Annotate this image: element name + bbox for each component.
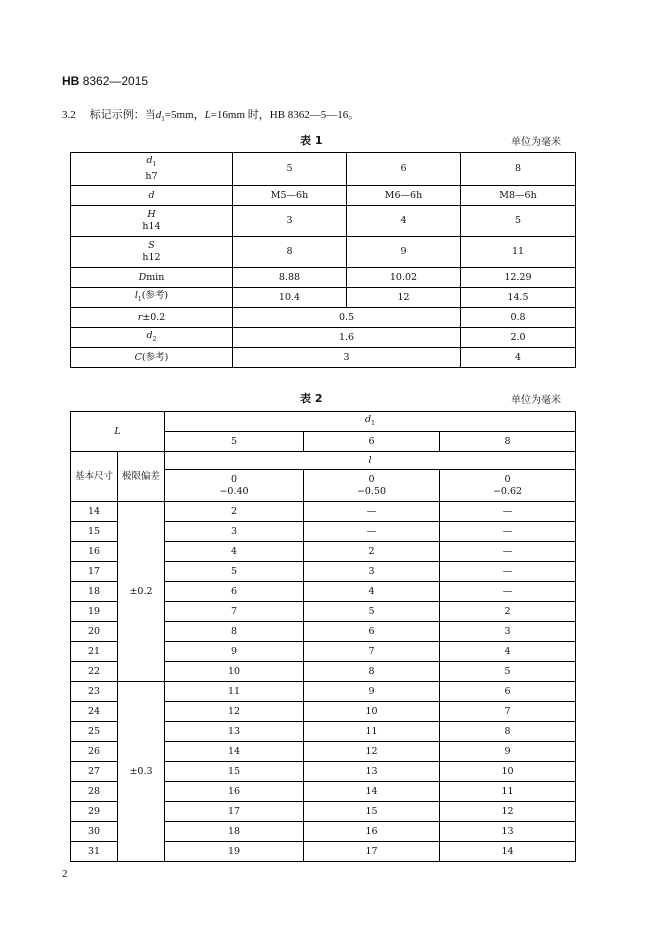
cell: 12 xyxy=(347,288,461,308)
table1-row-C xyxy=(71,348,576,368)
l-value-cell: 11 xyxy=(440,782,576,802)
l-value-cell: — xyxy=(304,502,440,522)
basic-size-cell: 30 xyxy=(71,822,118,842)
l-value-cell: 14 xyxy=(440,842,576,862)
table2-unit: 单位为毫米 xyxy=(511,395,561,406)
table1-row-d xyxy=(71,186,576,206)
merged-cell: 0.5 xyxy=(233,308,461,328)
basic-size-cell: 15 xyxy=(71,522,118,542)
marking-example xyxy=(62,106,359,123)
cell: 12.29 xyxy=(461,268,576,288)
l-value-cell: 8 xyxy=(440,722,576,742)
cell: 8.88 xyxy=(233,268,347,288)
l-header: l xyxy=(165,452,576,470)
table2-title: 表 2 xyxy=(300,392,323,405)
row-label: H h14 xyxy=(71,206,233,237)
l-value-cell: 6 xyxy=(304,622,440,642)
table1-row-l1 xyxy=(71,288,576,308)
table2-header-row-1 xyxy=(71,412,576,432)
table1-row-d2 xyxy=(71,328,576,348)
l-tolerance: 0 −0.40 xyxy=(165,470,304,502)
l-value-cell: — xyxy=(440,502,576,522)
l-value-cell: 18 xyxy=(165,822,304,842)
cell: 14.5 xyxy=(461,288,576,308)
example-text-2: =5mm， xyxy=(164,109,205,121)
l-value-cell: 17 xyxy=(165,802,304,822)
cell: 8 xyxy=(233,237,347,268)
l-value-cell: 7 xyxy=(165,602,304,622)
l-value-cell: 13 xyxy=(304,762,440,782)
cell: 4 xyxy=(347,206,461,237)
cell: 10.4 xyxy=(233,288,347,308)
example-text-3: =16mm 时，HB 8362—5—16。 xyxy=(210,109,360,121)
cell: 10.02 xyxy=(347,268,461,288)
basic-size-cell: 29 xyxy=(71,802,118,822)
row-label: d xyxy=(71,186,233,206)
l-value-cell: 15 xyxy=(165,762,304,782)
table2-header-row-3 xyxy=(71,452,576,470)
basic-size-cell: 26 xyxy=(71,742,118,762)
table1-row-Dmin xyxy=(71,268,576,288)
l-value-cell: 3 xyxy=(165,522,304,542)
limit-deviation-header: 极限偏差 xyxy=(118,452,165,502)
cell: 3 xyxy=(233,206,347,237)
table1-unit: 单位为毫米 xyxy=(511,137,561,148)
l-value-cell: 5 xyxy=(440,662,576,682)
l-value-cell: 2 xyxy=(440,602,576,622)
l-value-cell: 4 xyxy=(440,642,576,662)
l-value-cell: 4 xyxy=(165,542,304,562)
basic-size-cell: 18 xyxy=(71,582,118,602)
basic-size-cell: 27 xyxy=(71,762,118,782)
example-l-symbol: L xyxy=(204,109,211,121)
l-value-cell: 11 xyxy=(165,682,304,702)
l-value-cell: 9 xyxy=(165,642,304,662)
cell: M8—6h xyxy=(461,186,576,206)
row-label: $d_1$ h7 xyxy=(71,153,233,186)
d1-value: 5 xyxy=(165,432,304,452)
L-header: L xyxy=(71,412,165,452)
basic-size-cell: 31 xyxy=(71,842,118,862)
limit-deviation-cell: ±0.3 xyxy=(118,682,165,862)
l-value-cell: 8 xyxy=(165,622,304,642)
row-label: S h12 xyxy=(71,237,233,268)
row-label: r±0.2 xyxy=(71,308,233,328)
l-value-cell: 16 xyxy=(304,822,440,842)
document-code xyxy=(62,74,148,88)
l-value-cell: 2 xyxy=(165,502,304,522)
d1-header: $d_1$ xyxy=(165,412,576,432)
row-label: $l_1$(参考) xyxy=(71,288,233,308)
row-label: Dmin xyxy=(71,268,233,288)
cell: 8 xyxy=(461,153,576,186)
table1-row-r xyxy=(71,308,576,328)
l-value-cell: 4 xyxy=(304,582,440,602)
l-value-cell: 19 xyxy=(165,842,304,862)
page-number: 2 xyxy=(62,868,68,880)
cell: 11 xyxy=(461,237,576,268)
l-value-cell: 3 xyxy=(440,622,576,642)
table2-body xyxy=(71,502,576,862)
l-value-cell: 14 xyxy=(304,782,440,802)
l-value-cell: 14 xyxy=(165,742,304,762)
cell: 4 xyxy=(461,348,576,368)
cell: M6—6h xyxy=(347,186,461,206)
basic-size-cell: 28 xyxy=(71,782,118,802)
section-number: 3.2 xyxy=(62,109,76,121)
basic-size-cell: 20 xyxy=(71,622,118,642)
merged-cell: 1.6 xyxy=(233,328,461,348)
l-value-cell: 7 xyxy=(440,702,576,722)
l-value-cell: 17 xyxy=(304,842,440,862)
example-d-subscript: 1 xyxy=(161,115,165,124)
table1-row-S xyxy=(71,237,576,268)
l-value-cell: — xyxy=(440,582,576,602)
d1-value: 8 xyxy=(440,432,576,452)
l-value-cell: 2 xyxy=(304,542,440,562)
l-value-cell: 7 xyxy=(304,642,440,662)
table-row xyxy=(71,502,576,522)
cell: 6 xyxy=(347,153,461,186)
l-value-cell: 11 xyxy=(304,722,440,742)
l-value-cell: 9 xyxy=(440,742,576,762)
basic-size-cell: 21 xyxy=(71,642,118,662)
l-value-cell: 5 xyxy=(304,602,440,622)
basic-size-cell: 17 xyxy=(71,562,118,582)
table1-row-H xyxy=(71,206,576,237)
l-value-cell: 8 xyxy=(304,662,440,682)
l-value-cell: 12 xyxy=(440,802,576,822)
basic-size-cell: 25 xyxy=(71,722,118,742)
l-value-cell: 13 xyxy=(440,822,576,842)
l-value-cell: — xyxy=(440,522,576,542)
cell: 5 xyxy=(233,153,347,186)
limit-deviation-cell: ±0.2 xyxy=(118,502,165,682)
l-value-cell: 10 xyxy=(165,662,304,682)
cell: M5—6h xyxy=(233,186,347,206)
l-value-cell: 12 xyxy=(165,702,304,722)
l-value-cell: — xyxy=(304,522,440,542)
row-label: C(参考) xyxy=(71,348,233,368)
standard-number: 8362—2015 xyxy=(82,74,149,88)
standard-prefix: HB xyxy=(62,74,80,88)
row-label: $d_2$ xyxy=(71,328,233,348)
l-value-cell: 16 xyxy=(165,782,304,802)
l-tolerance: 0 −0.62 xyxy=(440,470,576,502)
l-value-cell: — xyxy=(440,542,576,562)
l-value-cell: 5 xyxy=(165,562,304,582)
merged-cell: 3 xyxy=(233,348,461,368)
example-text-1: 标记示例：当 xyxy=(89,109,156,121)
basic-size-cell: 14 xyxy=(71,502,118,522)
cell: 0.8 xyxy=(461,308,576,328)
l-value-cell: 6 xyxy=(165,582,304,602)
l-value-cell: 12 xyxy=(304,742,440,762)
table-2 xyxy=(70,411,576,862)
table-1 xyxy=(70,152,576,368)
cell: 5 xyxy=(461,206,576,237)
basic-size-header: 基本尺寸 xyxy=(71,452,118,502)
basic-size-cell: 19 xyxy=(71,602,118,622)
cell: 2.0 xyxy=(461,328,576,348)
l-tolerance: 0 −0.50 xyxy=(304,470,440,502)
l-value-cell: 10 xyxy=(304,702,440,722)
basic-size-cell: 16 xyxy=(71,542,118,562)
l-value-cell: 3 xyxy=(304,562,440,582)
cell: 9 xyxy=(347,237,461,268)
l-value-cell: 9 xyxy=(304,682,440,702)
l-value-cell: — xyxy=(440,562,576,582)
table1-row-d1 xyxy=(71,153,576,186)
l-value-cell: 13 xyxy=(165,722,304,742)
basic-size-cell: 24 xyxy=(71,702,118,722)
d1-value: 6 xyxy=(304,432,440,452)
l-value-cell: 6 xyxy=(440,682,576,702)
l-value-cell: 15 xyxy=(304,802,440,822)
table1-title: 表 1 xyxy=(300,134,323,147)
basic-size-cell: 23 xyxy=(71,682,118,702)
l-value-cell: 10 xyxy=(440,762,576,782)
table-row xyxy=(71,682,576,702)
basic-size-cell: 22 xyxy=(71,662,118,682)
example-d-symbol: d xyxy=(155,109,162,121)
